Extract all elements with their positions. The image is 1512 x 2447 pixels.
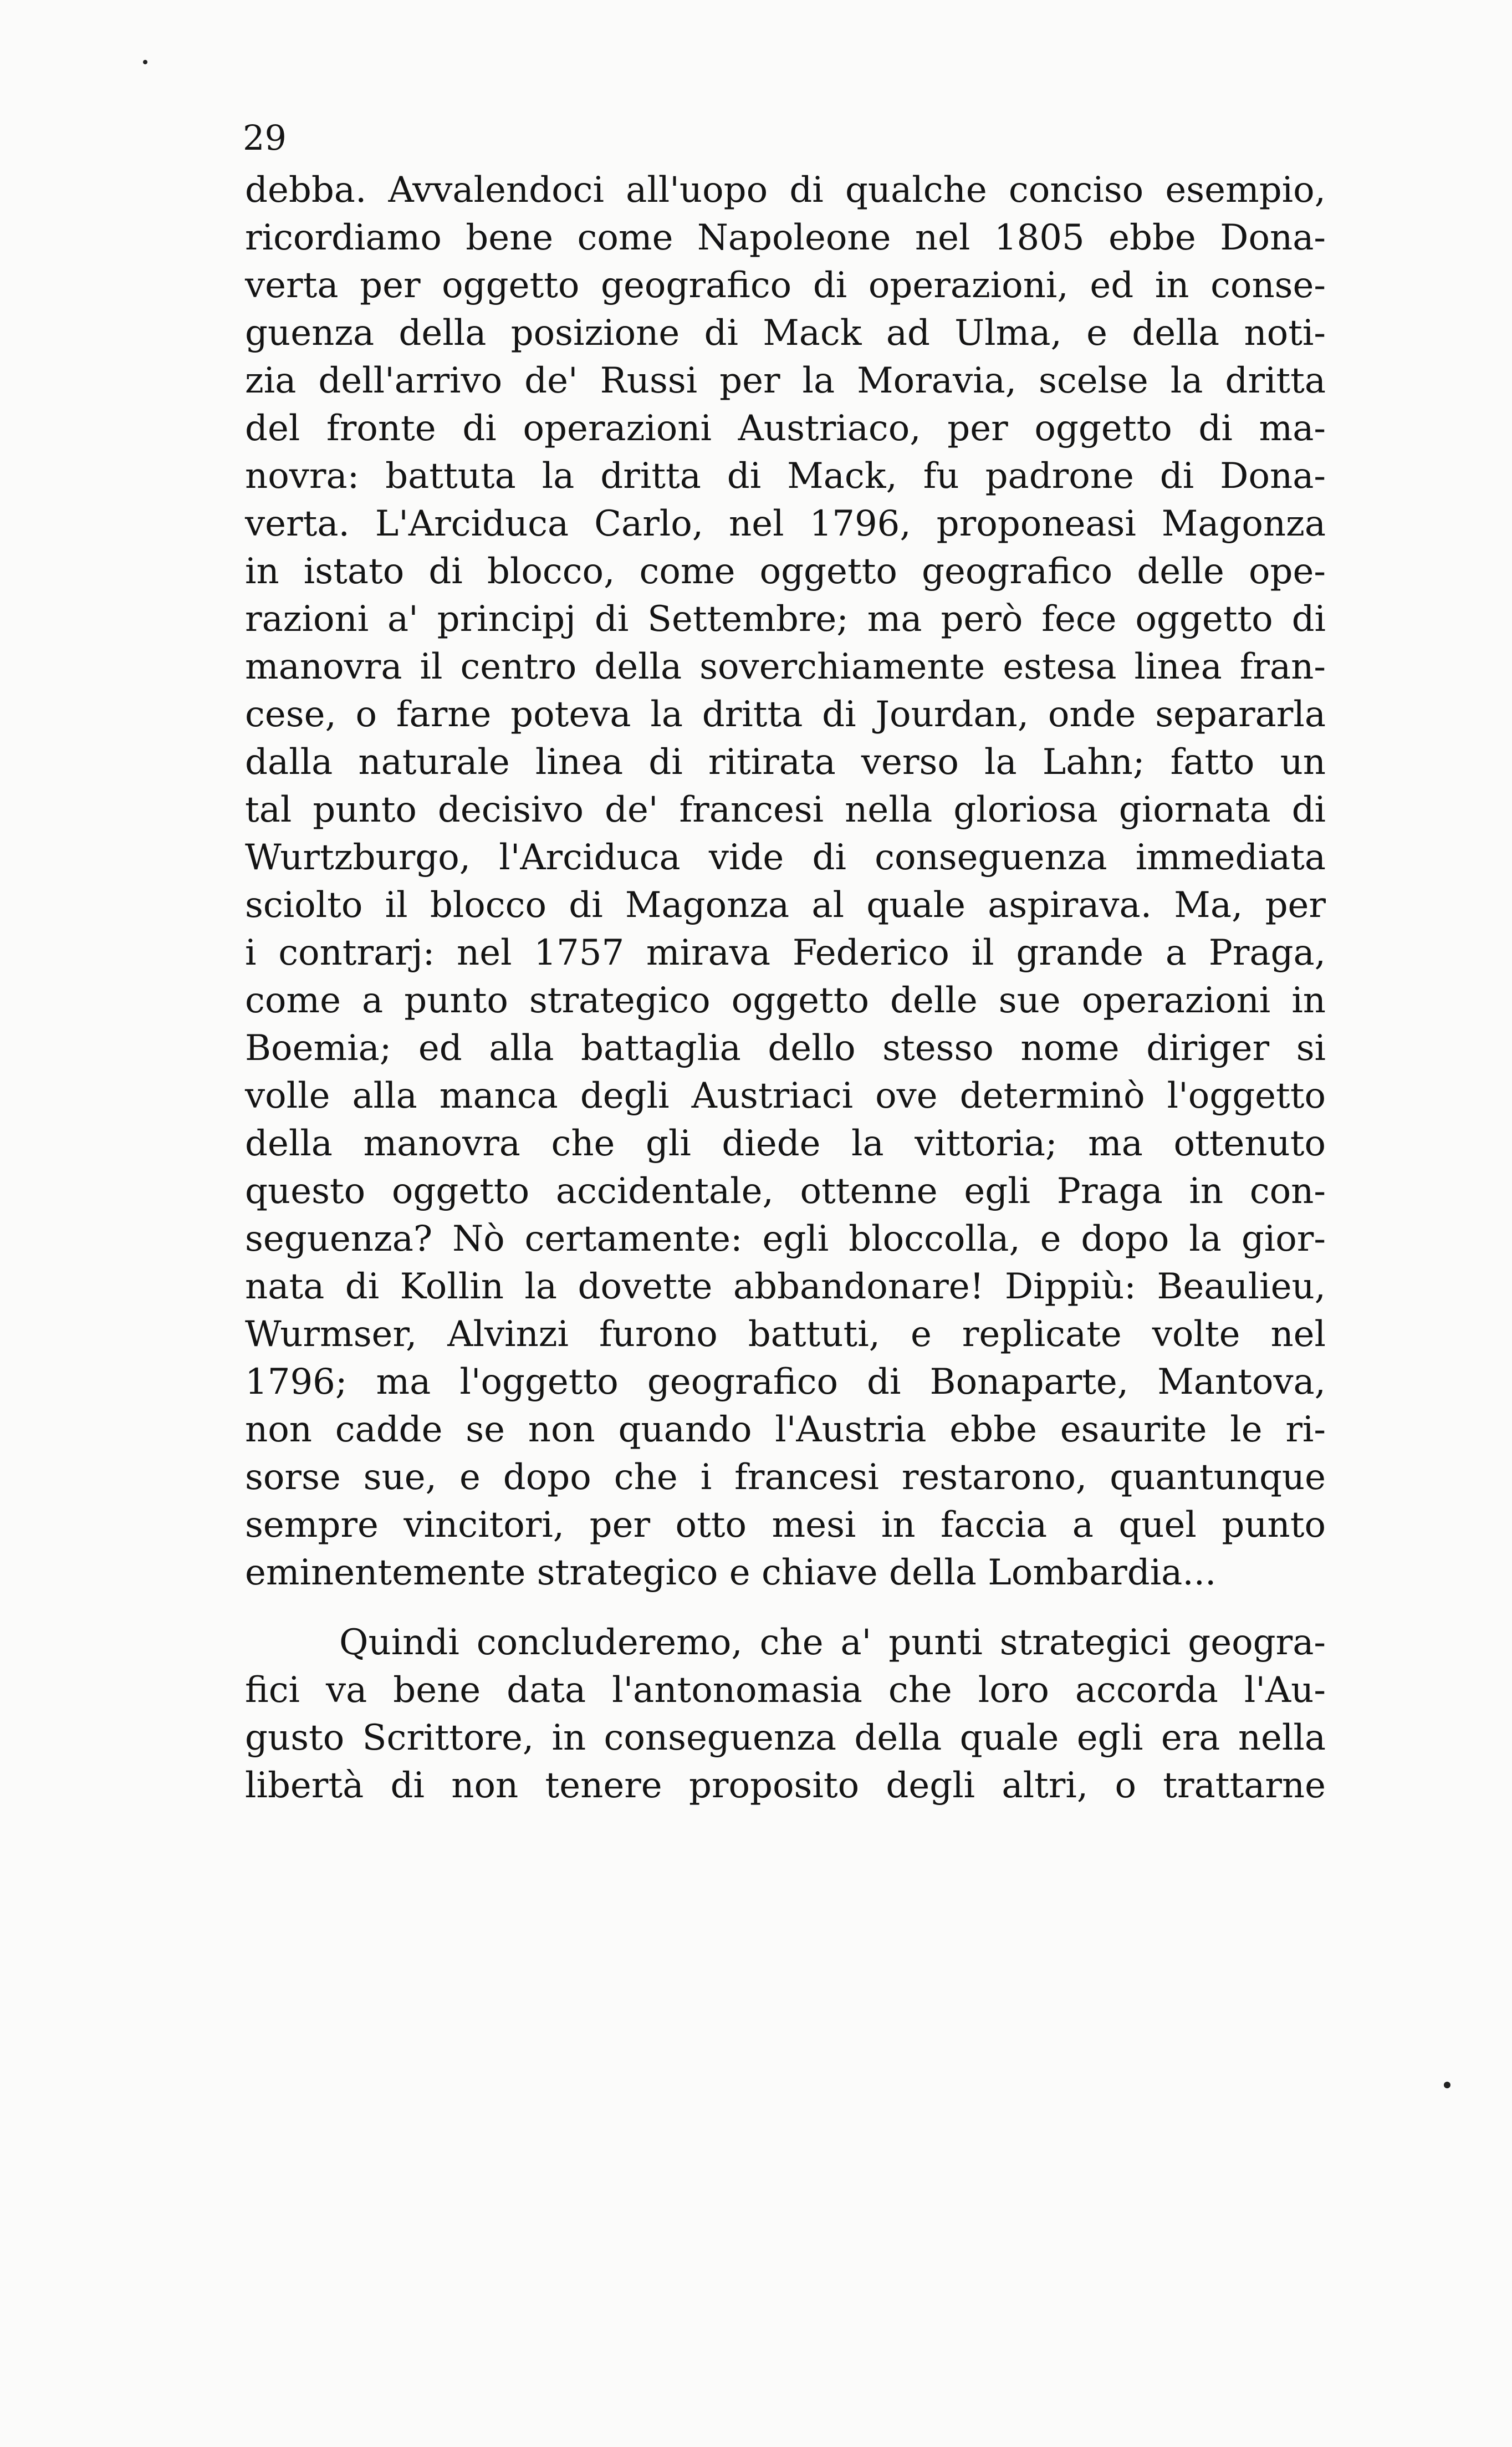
paragraph-1	[245, 166, 1326, 1597]
text-line: Wurmser, Alvinzi furono battuti, e replicate volte nel	[245, 1314, 1326, 1355]
text-line: 1796; ma l'oggetto geografico di Bonaparte, Mantova,	[245, 1362, 1326, 1403]
ink-speck	[1444, 2082, 1450, 2088]
text-line: tal punto decisivo de' francesi nella gloriosa giornata di	[245, 789, 1326, 830]
text-line: Wurtzburgo, l'Arciduca vide di conseguenza immediata	[245, 837, 1326, 878]
text-line: verta. L'Arciduca Carlo, nel 1796, proponeasi Magonza	[245, 503, 1326, 544]
page-number: 29	[243, 118, 287, 158]
text-line: verta per oggetto geografico di operazioni, ed in conse-	[245, 265, 1326, 306]
text-line: sempre vincitori, per otto mesi in faccia a quel punto	[245, 1505, 1326, 1546]
text-line: come a punto strategico oggetto delle sue operazioni in	[245, 980, 1326, 1021]
text-line: in istato di blocco, come oggetto geografico delle ope-	[245, 551, 1326, 592]
text-line: Boemia; ed alla battaglia dello stesso nome diriger si	[245, 1028, 1326, 1069]
paragraph-gap	[245, 1597, 1326, 1619]
text-line: dalla naturale linea di ritirata verso la Lahn; fatto un	[245, 742, 1326, 783]
text-line: Quindi concluderemo, che a' punti strategici geogra-	[339, 1622, 1326, 1663]
text-line: della manovra che gli diede la vittoria; ma ottenuto	[245, 1123, 1326, 1164]
text-line: debba. Avvalendoci all'uopo di qualche conciso esempio,	[245, 170, 1326, 211]
text-line: manovra il centro della soverchiamente estesa linea fran-	[245, 646, 1326, 687]
text-line: sciolto il blocco di Magonza al quale aspirava. Ma, per	[245, 885, 1326, 926]
text-line: nata di Kollin la dovette abbandonare! Dippiù: Beaulieu,	[245, 1266, 1326, 1307]
text-line: seguenza? Nò certamente: egli bloccolla, e dopo la gior-	[245, 1219, 1326, 1260]
text-line: questo oggetto accidentale, ottenne egli Praga in con-	[245, 1171, 1326, 1212]
text-line: libertà di non tenere proposito degli altri, o trattarne	[245, 1765, 1326, 1806]
text-line: ricordiamo bene come Napoleone nel 1805 ebbe Dona-	[245, 217, 1326, 258]
text-line: del fronte di operazioni Austriaco, per oggetto di ma-	[245, 408, 1326, 449]
text-line: fici va bene data l'antonomasia che loro accorda l'Au-	[245, 1670, 1326, 1711]
body-text	[245, 166, 1326, 1809]
text-line: novra: battuta la dritta di Mack, fu padrone di Dona-	[245, 456, 1326, 497]
text-line: cese, o farne poteva la dritta di Jourdan, onde separarla	[245, 694, 1326, 735]
text-line: volle alla manca degli Austriaci ove determinò l'oggetto	[245, 1075, 1326, 1117]
paragraph-2	[245, 1619, 1326, 1809]
text-line: gusto Scrittore, in conseguenza della quale egli era nella	[245, 1717, 1326, 1758]
text-line: eminentemente strategico e chiave della Lombardia...	[245, 1552, 1217, 1593]
text-line: non cadde se non quando l'Austria ebbe esaurite le ri-	[245, 1409, 1326, 1450]
text-line: zia dell'arrivo de' Russi per la Moravia, scelse la dritta	[245, 360, 1326, 401]
text-line: guenza della posizione di Mack ad Ulma, e della noti-	[245, 313, 1326, 354]
text-line: i contrarj: nel 1757 mirava Federico il grande a Praga,	[245, 932, 1326, 973]
ink-speck	[143, 60, 147, 64]
text-line: sorse sue, e dopo che i francesi restarono, quantunque	[245, 1457, 1326, 1498]
text-line: razioni a' principj di Settembre; ma però fece oggetto di	[245, 599, 1326, 640]
